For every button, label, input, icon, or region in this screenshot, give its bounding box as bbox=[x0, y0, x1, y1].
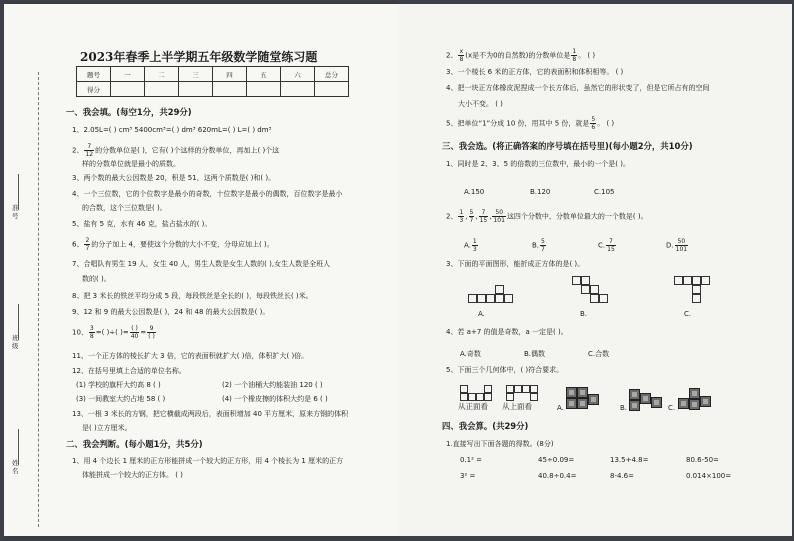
score-header-cell: 一 bbox=[111, 67, 145, 82]
calc-item: 40.8÷0.4= bbox=[538, 472, 577, 480]
question-text: (1) 学校的旗杆大约高 8 ( ) bbox=[76, 381, 161, 389]
margin-label-class: 班级 bbox=[12, 334, 19, 350]
question-text: 样的分数单位就是最小的质数。 bbox=[82, 160, 180, 168]
question-text: 5、下面三个几何体中，( )符合要求。 bbox=[446, 366, 564, 374]
binding-line bbox=[38, 72, 39, 527]
score-header-cell: 二 bbox=[145, 67, 179, 82]
option[interactable]: A. bbox=[478, 310, 485, 318]
question-text: 是( )立方厘米。 bbox=[82, 424, 132, 432]
option[interactable]: A.150 bbox=[464, 188, 485, 196]
score-table bbox=[76, 66, 349, 97]
question-text: 数的( )。 bbox=[82, 275, 111, 283]
option[interactable]: D. $\frac{50}{101}$ bbox=[666, 238, 688, 253]
question-text: 7、合唱队有男生 19 人，女生 40 人，男生人数是女生人数的( ),女生人数是全班人 bbox=[72, 260, 331, 268]
option[interactable]: B.偶数 bbox=[524, 350, 546, 358]
score-row-label: 得分 bbox=[77, 82, 111, 97]
margin-underline bbox=[18, 429, 19, 465]
question-text: 4、若 a+7 的值是奇数，a 一定是( )。 bbox=[446, 328, 568, 336]
calc-item: 0.1² = bbox=[460, 456, 483, 464]
question-text: 2、 $\frac{x}{8}$ (x是不为0的自然数)的分数单位是 $\frac{1}{8}$ 。 ( ) bbox=[446, 48, 596, 63]
score-cell[interactable] bbox=[315, 82, 349, 97]
fraction: $\frac{9}{( )}$ bbox=[148, 325, 155, 340]
option[interactable]: A. $\frac{1}{3}$ bbox=[464, 238, 477, 253]
calc-item: 45÷0.09= bbox=[538, 456, 575, 464]
question-text: 3、两个数的最大公因数是 20，积是 51，这两个质数是( )和( )。 bbox=[72, 174, 276, 182]
fraction: $\frac{( )}{40}$ bbox=[130, 325, 139, 340]
question-text: 1、用 4 个边长 1 厘米的正方形能拼成一个较大的正方形，用 4 个棱长为 1 厘米的正方 bbox=[72, 457, 344, 465]
question-text: 11、一个正方体的棱长扩大 3 倍，它的表面积就扩大( )倍，体积扩大( )倍。 bbox=[72, 352, 309, 360]
question-text: 体能拼成一个较大的正方体。 ( ) bbox=[82, 471, 183, 479]
score-header-cell: 四 bbox=[213, 67, 247, 82]
option[interactable]: C. $\frac{7}{15}$ bbox=[598, 238, 615, 253]
question-text: 13、一根 3 米长的方钢，把它横截成两段后，表面积增加 40 平方厘米，原来方钢的体积 bbox=[72, 410, 349, 418]
score-cell[interactable] bbox=[179, 82, 213, 97]
option[interactable]: B. bbox=[580, 310, 588, 318]
question-text: 9、12 和 9 的最大公因数是( )，24 和 48 的最大公因数是( )。 bbox=[72, 308, 270, 316]
option[interactable]: C.105 bbox=[594, 188, 615, 196]
score-header-cell: 题号 bbox=[77, 67, 111, 82]
right-page bbox=[398, 4, 792, 536]
option[interactable]: B. $\frac{5}{7}$ bbox=[532, 238, 545, 253]
question-text: 5、盐有 5 克，水有 46 克，盐占盐水的( )。 bbox=[72, 220, 212, 228]
question-text: 8、把 3 米长的铁丝平均分成 5 段，每段铁丝是全长的( )，每段铁丝长( )米。 bbox=[72, 292, 313, 300]
question-text: 的合数，这个三位数是( )。 bbox=[82, 204, 167, 212]
fraction: $\frac{1}{8}$ bbox=[572, 48, 577, 63]
margin-label-id: 准号 bbox=[12, 204, 19, 220]
question-text: 6、 $\frac{2}{7}$ 的分子加上 4，要使这个分数的大小不变，分母应加上( )。 bbox=[72, 237, 274, 252]
score-header-cell: 三 bbox=[179, 67, 213, 82]
score-header-cell: 总分 bbox=[315, 67, 349, 82]
question-text: 12、在括号里填上合适的单位名称。 bbox=[72, 367, 186, 375]
margin-underline bbox=[18, 304, 19, 340]
fraction: $\frac{3}{8}$ bbox=[89, 325, 94, 340]
question-text: 10、 $\frac{3}{8}$ =( )÷( )= $\frac{( )}{40}$ = $\frac{9}{( )}$ bbox=[72, 325, 155, 340]
fraction: $\frac{50}{101}$ bbox=[493, 209, 505, 224]
option[interactable]: A.奇数 bbox=[460, 350, 481, 358]
view-label: 从上面看 bbox=[502, 402, 532, 411]
question-text: 5、把单位“1”分成 10 份，用其中 5 份，就是 $\frac{5}{6}$ 。 ( ) bbox=[446, 116, 615, 131]
question-text: 3、一个棱长 6 米的正方体，它的表面积和体积相等。 ( ) bbox=[446, 68, 624, 76]
question-text: 1、同时是 2、3、5 的倍数的三位数中，最小的一个是( )。 bbox=[446, 160, 630, 168]
option[interactable]: C. bbox=[668, 404, 676, 412]
question-text: 1.直接写出下面各题的得数。(8分) bbox=[446, 440, 554, 448]
option[interactable]: C. bbox=[684, 310, 692, 318]
calc-item: 13.5+4.8= bbox=[610, 456, 649, 464]
question-text: (3) 一间教室大约占地 58 ( ) bbox=[76, 395, 166, 403]
section2-heading: 二、我会判断。(每小题1分，共5分) bbox=[66, 439, 203, 449]
question-text: 4、把一块正方体橡皮泥捏成一个长方体后，虽然它的形状变了，但是它所占有的空间 bbox=[446, 84, 710, 92]
question-text: 4、一个三位数，它的个位数字是最小的奇数，十位数字是最小的偶数，百位数字是最小 bbox=[72, 190, 343, 198]
section1-heading: 一、我会填。(每空1分，共29分) bbox=[66, 107, 192, 117]
option[interactable]: C.合数 bbox=[588, 350, 610, 358]
calc-item: 0.014×100= bbox=[686, 472, 732, 480]
fraction: $\frac{x}{8}$ bbox=[459, 48, 464, 63]
exam-title: 2023年春季上半学期五年级数学随堂练习题 bbox=[80, 50, 318, 64]
question-text: (2) 一个油桶大约能装油 120 ( ) bbox=[222, 381, 323, 389]
score-cell[interactable] bbox=[213, 82, 247, 97]
fraction: $\frac{1}{3}$ bbox=[459, 209, 464, 224]
fraction: $\frac{2}{7}$ bbox=[85, 237, 90, 252]
score-cell[interactable] bbox=[145, 82, 179, 97]
score-cell[interactable] bbox=[281, 82, 315, 97]
margin-underline bbox=[18, 174, 19, 210]
question-text: 2、 $\frac{7}{12}$ 的分数单位是( )，它有( )个这样的分数单位，再加上( )个这 bbox=[72, 143, 280, 158]
section4-heading: 四、我会算。(共29分) bbox=[442, 421, 529, 431]
question-text: (4) 一个橡皮擦的体积大约是 6 ( ) bbox=[222, 395, 328, 403]
score-header-cell: 六 bbox=[281, 67, 315, 82]
margin-label-name: 姓名 bbox=[12, 459, 19, 475]
view-label: 从正面看 bbox=[458, 402, 488, 411]
score-cell[interactable] bbox=[247, 82, 281, 97]
option[interactable]: A. bbox=[557, 404, 564, 412]
question-text: 3、下面的平面图形，能折成正方体的是( )。 bbox=[446, 260, 585, 268]
section3-heading: 三、我会选。(将正确答案的序号填在括号里)(每小题2分，共10分) bbox=[442, 141, 693, 151]
fraction: $\frac{7}{12}$ bbox=[85, 143, 94, 158]
score-header-cell: 五 bbox=[247, 67, 281, 82]
option[interactable]: B.120 bbox=[530, 188, 551, 196]
score-cell[interactable] bbox=[111, 82, 145, 97]
question-text: 大小不变。 ( ) bbox=[458, 100, 503, 108]
fraction: $\frac{5}{7}$ bbox=[469, 209, 474, 224]
option[interactable]: B. bbox=[620, 404, 628, 412]
calc-item: 8-4.6= bbox=[610, 472, 634, 480]
fraction: $\frac{7}{15}$ bbox=[479, 209, 488, 224]
calc-item: 3² = bbox=[460, 472, 476, 480]
calc-item: 80.6-50= bbox=[686, 456, 719, 464]
fraction: $\frac{5}{6}$ bbox=[591, 116, 596, 131]
left-page bbox=[4, 4, 398, 536]
question-text: 1、2.05L=( ) cm³ 5400cm³=( ) dm³ 620mL=( ) L=( ) dm³ bbox=[72, 126, 272, 134]
question-text: 2、 $\frac{1}{3}$ , $\frac{5}{7}$ , $\frac{7}{15}$ , $\frac{50}{101}$ 这四个分数中，分数单位最大的一个数是( )。 bbox=[446, 209, 648, 224]
